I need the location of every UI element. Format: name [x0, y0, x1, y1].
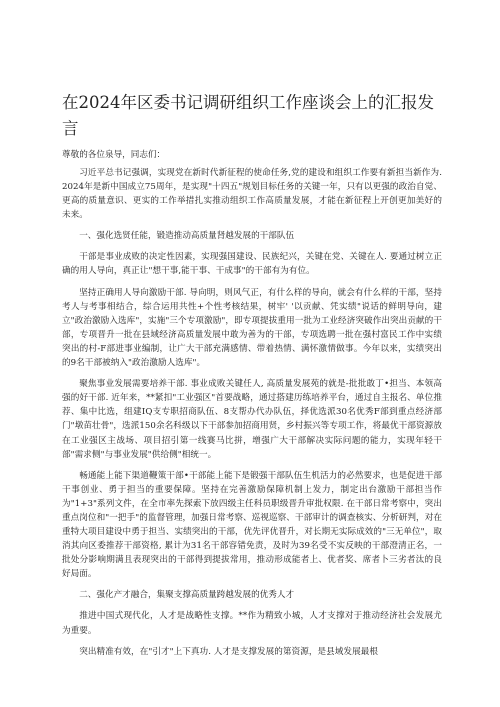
paragraph: 推进中国式现代化，人才是战略性支撑。**作为精致小城，人才支撑对于推动经济社会发展尤为重要。: [62, 611, 442, 636]
document-title: 在2024年区委书记调研组织工作座谈会上的汇报发言: [62, 93, 434, 138]
paragraph: 畅通能上能下渠道鞭策干部•干部能上能下是锻强干部队伍生机活力的必然要求，也是促进干部干事创业、勇于担当的重要保障。坚持在完善激励保障机制上发力，制定出台激励干部担当作为"1+3"系列文件，在全市率先探索下放四级主任科员职级晋升审批权限. 在干部日常考察中，突出重点岗位和"一把手"的监督管理，加强日常考察、巡视巡察、干部审计的调查核实、分析研判，对在重特大项目建设中勇于担当、实绩突出的干部，优先评优晋升，对长期无实际成效的"三无单位"，取消其向区委推荐干部资格, 累计为31名干部容错免责，及时为39名受不实反映的干部澄清正名，一批处分影响期满且表现突出的干部得到提拔常用，推动形成能者上、优者奖、席者卜三劣者汰的良好局面。: [62, 470, 442, 580]
paragraph: 聚焦事业发展需要培养干部. 事业成败关键任人, 高质量发展苑的就是-批批敢丁•担当、本领高强的好干部. 近年来，**紧扣"工业强区"首要战略，通过搭建历练培养平台，通过自主报名、单位推荐、集中比选，组建IQ支专职招商队伍、8支帮办代办队伍，择优选派30名优秀F部到重点经济部门"墩苗壮骨"，选派150余名科级以下干部参加招商用贤，乡村振兴等专项工作，将最优干部资源放在工业强区主战场、项目招引第一线赛马比拼，增强广大干部解决实际问题的能力，实现年轻干部"需求侧"与事业发展"供给侧"相统一。: [62, 379, 442, 460]
paragraph: 干部是事业成败的决定性因素，实现强国建设、民族纪兴，关键在党、关键在人. 要通过树立正确的用人导向，真正让"想干事,能干事、干成事"的干部有为有位。: [62, 252, 442, 277]
section-heading-1: 一、强化选贤任能，锻造推动高质量肾越发展的干部队伍: [79, 231, 295, 242]
paragraph: 突出精准有效，在"引才"上下真功. 人才是支撑发展的第资源，是县域发展最根: [79, 646, 379, 657]
paragraph: 坚持正确用人导向激励干部. 导向明，则风气正，有什么样的导向，就会有什么样的干部，坚持考人与考事相结合，综合运用共性+个性考核结果，树牢' '以贡献、凭实绩"说话的鲜明导向，建立"政治激励入选库"，实施"三个专项激励"，即专项提拔重用一批为工业经济突破作出突出贡献的干部，专项晋升一批在县域经济高质量发展中敢为善为的干部，专项选聘一批在强村富民工作中实绩突出的村-F部进事业编制，让广大干部充满感情、带着热情、满怀激情做事。今年以来，实绩突出的9名干部被纳入"政治激励人选库"。: [62, 287, 442, 369]
salutation: 尊敬的各位泉导，同志们：: [62, 150, 166, 160]
paragraph-intro: 习近平总书记强调，实现党在新时代新征程的使命任务,党的建设和组织工作要有新担当新作为. 2024年是新中国成立75周年，是实现"十四五"规划目标任务的关键一年，只有以更强的政治自觉、更高的质量意识、更实的工作举措扎实推动组织工作高质量发展，才能在新征程上开创更加美好的未来。: [62, 168, 442, 221]
section-heading-2: 二、强化产才融合，集聚支撑高质量跨越发展的优秀人才: [79, 590, 295, 601]
